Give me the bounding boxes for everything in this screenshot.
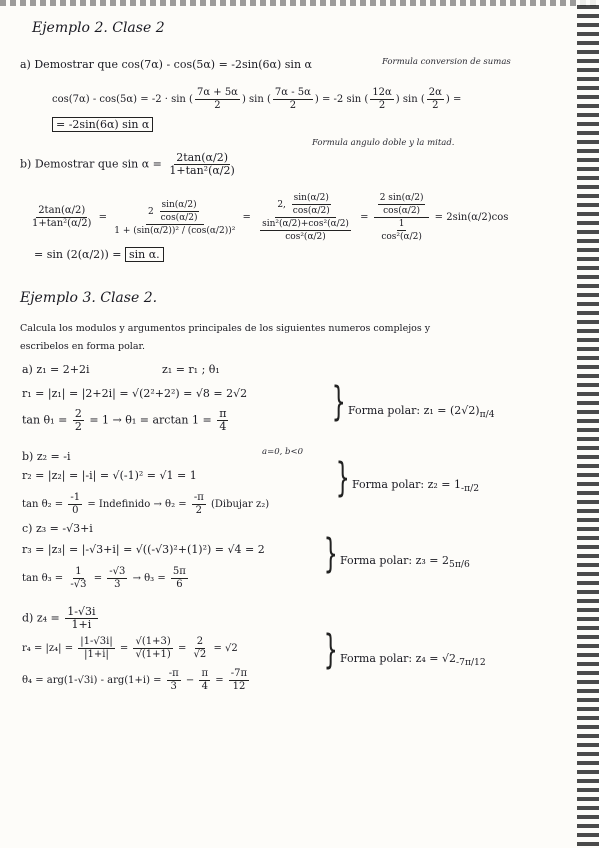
boxed-result: sin α. <box>125 247 164 262</box>
head-text: d) z₄ = <box>22 611 60 625</box>
frac-den: cos²(α/2) <box>381 232 422 242</box>
fraction <box>65 606 97 631</box>
polar-subscript: -π/2 <box>461 483 480 495</box>
fraction <box>217 408 228 433</box>
fraction <box>68 492 82 517</box>
brace: } <box>323 531 338 577</box>
frac-den: √2 <box>193 649 207 660</box>
equals: = <box>242 212 251 223</box>
brace: } <box>331 379 346 425</box>
frac-num: sin(α/2) <box>161 199 197 210</box>
example-3-title: Ejemplo 3. Clase 2. <box>20 290 158 306</box>
fraction <box>192 492 206 517</box>
coef: 2, <box>277 200 286 210</box>
ex3-a-polar <box>348 404 495 421</box>
ex3-a-argument <box>22 408 230 433</box>
frac-den: 6 <box>176 579 183 590</box>
fraction <box>229 668 249 693</box>
example-3-intro-line1: Calcula los modulos y argumentos principales de los siguientes numeros complejos y <box>20 323 431 334</box>
ex3-b-head: b) z₂ = -i <box>22 450 71 463</box>
equals: = <box>119 643 129 654</box>
frac-num: -π <box>193 492 204 503</box>
frac-num: -1 <box>70 492 81 503</box>
tan-result: = Indefinido → θ₂ = <box>87 499 187 510</box>
frac-num: 2 <box>196 636 204 647</box>
part-a-note: Formula conversion de sumas <box>382 57 511 67</box>
theta-text: θ₄ = arg(1-√3i) - arg(1+i) = <box>22 675 162 686</box>
fraction <box>273 87 313 112</box>
ex3-d-argument: θ₄ = arg(1-√3i) - arg(1+i) = $\frac{-\pi}{3}$ − $\frac{\pi}{4}$ = $\frac{-7\pi}{12}$ <box>22 668 248 692</box>
frac-num <box>374 192 430 218</box>
fraction <box>73 408 84 433</box>
fraction <box>107 566 127 591</box>
fraction <box>112 199 237 237</box>
spiral-binding <box>577 0 599 848</box>
frac-den: 2 <box>195 505 202 516</box>
polar-subscript: π/4 <box>479 409 495 421</box>
tan-result: → θ₃ = <box>132 573 166 584</box>
frac-den <box>256 218 355 243</box>
ex3-b-argument <box>22 492 269 517</box>
ex3-c-polar <box>340 554 470 571</box>
fraction <box>133 636 172 661</box>
frac-den: |1+i| <box>84 649 109 660</box>
ex3-a-head2: z₁ = r₁ ; θ₁ <box>162 363 220 376</box>
frac-num: -7π <box>230 668 248 679</box>
fraction <box>30 205 93 230</box>
fraction <box>171 566 188 591</box>
part-a-statement <box>20 58 312 71</box>
polar-form: Forma polar: z₂ = 1 <box>352 478 462 491</box>
polar-form: Forma polar: z₁ = (2√2) <box>348 404 480 417</box>
fraction <box>192 636 209 661</box>
brace: } <box>335 455 350 501</box>
ex3-c-argument <box>22 566 190 591</box>
frac-den: 2 <box>378 100 386 111</box>
fraction <box>374 192 430 243</box>
ex3-a-head: a) z₁ = 2+2i <box>22 363 90 376</box>
deriv-text: cos(7α) - cos(5α) = -2 · sin <box>52 94 186 105</box>
frac-num: 12α <box>372 87 392 98</box>
fraction <box>199 668 210 693</box>
frac-num: -√3 <box>109 566 126 577</box>
deriv-text: = -2 sin <box>321 94 362 105</box>
part-a-text: Demostrar que cos(7α) - cos(5α) = -2sin(6α) sin α <box>34 58 312 71</box>
mod-label: r₄ = |z₄| = <box>22 643 74 654</box>
deriv-text: sin <box>249 94 264 105</box>
ex3-b-modulus: r₂ = |z₂| = |-i| = √(-1)² = √1 = 1 <box>22 469 197 482</box>
frac-num: sin²(α/2)+cos²(α/2) <box>262 219 349 229</box>
part-b-final <box>34 248 164 261</box>
part-a-label: a) <box>20 58 31 71</box>
polar-form: Forma polar: z₄ = √2 <box>340 652 457 665</box>
polar-form: Forma polar: z₃ = 2 <box>340 554 450 567</box>
frac-num: |1-√3i| <box>80 636 113 647</box>
equals: = <box>98 212 108 223</box>
brace: } <box>323 627 338 673</box>
frac-den: 1+i <box>71 618 92 631</box>
deriv-text: sin <box>402 94 418 105</box>
frac-num: 2 <box>74 407 82 420</box>
coef: 2 <box>148 206 154 217</box>
deriv-text: = <box>452 94 462 105</box>
frac-den: 0 <box>72 505 79 516</box>
frac-num: sin(α/2) <box>293 193 329 203</box>
frac-den: 4 <box>219 420 227 433</box>
frac-num: π <box>201 668 209 679</box>
frac-num: 5π <box>172 566 186 577</box>
frac-num: 2tan(α/2) <box>38 205 86 216</box>
frac-num: 2 sin(α/2) <box>379 193 424 203</box>
polar-subscript: -7π/12 <box>456 657 486 669</box>
tan-result: = 1 → θ₁ = arctan 1 = <box>89 413 212 427</box>
frac-den <box>375 218 428 243</box>
ex3-d-head <box>22 606 100 631</box>
fraction <box>256 192 355 243</box>
ex3-b-polar <box>352 478 479 495</box>
frac-num <box>146 199 204 225</box>
frac-num: 2tan(α/2) <box>176 151 228 164</box>
frac-den: 3 <box>170 681 177 692</box>
frac-den: cos(α/2) <box>160 212 198 223</box>
frac-den: 1 + (sin(α/2))² / (cos(α/2))² <box>114 225 236 236</box>
frac-num: 1-√3i <box>67 605 96 618</box>
fraction <box>167 668 181 693</box>
frac-den: 12 <box>232 681 246 692</box>
fraction <box>167 152 236 177</box>
tan-label: tan θ₃ = <box>22 573 64 584</box>
fraction <box>370 87 393 112</box>
frac-num: -π <box>168 668 179 679</box>
frac-den: 2 <box>289 100 297 111</box>
deriv-text: = 2sin(α/2)cos <box>434 212 509 223</box>
fraction <box>427 87 444 112</box>
polar-subscript: 5π/6 <box>449 559 470 571</box>
frac-den: 1+tan²(α/2) <box>169 164 235 177</box>
frac-num: 7α - 5α <box>274 87 311 98</box>
frac-den: cos²(α/2) <box>285 232 326 242</box>
fraction <box>291 192 332 217</box>
frac-den: 2 <box>432 100 439 111</box>
frac-den: 2 <box>214 100 221 111</box>
ex3-c-head: c) z₃ = -√3+i <box>22 522 93 535</box>
part-b-derivation <box>28 192 508 243</box>
mod-result: = √2 <box>213 643 238 654</box>
part-b-text: Demostrar que sin α = <box>34 157 162 171</box>
frac-num: 2α <box>428 87 442 98</box>
frac-den: cos(α/2) <box>292 206 330 216</box>
frac-num: √(1+3) <box>135 636 171 647</box>
part-b-statement <box>20 152 239 177</box>
tan-label: tan θ₁ = <box>22 413 68 427</box>
draw-note: (Dibujar z₂) <box>210 499 270 510</box>
ex3-b-sketch-note: a=0, b<0 <box>262 447 303 457</box>
fraction <box>78 636 114 661</box>
example-3-intro-line2: escribelos en forma polar. <box>20 341 146 352</box>
equals: = <box>177 643 187 654</box>
part-b-label: b) <box>20 157 32 171</box>
fraction <box>260 218 351 243</box>
fraction <box>378 192 426 217</box>
fraction <box>195 87 240 112</box>
final-text: = sin (2(α/2)) = <box>34 248 122 261</box>
part-a-result <box>52 118 153 131</box>
frac-den: -√3 <box>70 579 87 590</box>
ex3-d-modulus <box>22 636 238 661</box>
frac-num: π <box>219 407 227 420</box>
boxed-result: = -2sin(6α) sin α <box>52 117 153 132</box>
torn-edge <box>0 0 599 6</box>
tan-label: tan θ₂ = <box>22 499 64 510</box>
ex3-c-modulus: r₃ = |z₃| = |-√3+i| = √((-√3)²+(1)²) = √4 = 2 <box>22 543 265 556</box>
frac-num: 7α + 5α <box>196 87 238 98</box>
ex3-a-modulus: r₁ = |z₁| = |2+2i| = √(2²+2²) = √8 = 2√2 <box>22 387 248 400</box>
frac-num <box>275 192 335 218</box>
frac-den: √(1+1) <box>135 649 171 660</box>
frac-den: 1+tan²(α/2) <box>32 218 92 229</box>
frac-den: 2 <box>74 420 82 433</box>
example-2-title: Ejemplo 2. Clase 2 <box>32 20 165 36</box>
equals: = <box>360 212 369 223</box>
frac-num: 1 <box>75 566 82 577</box>
fraction <box>68 566 88 591</box>
part-b-note: Formula angulo doble y la mitad. <box>312 138 455 148</box>
frac-den: 4 <box>201 681 208 692</box>
frac-den: cos(α/2) <box>383 206 421 216</box>
part-a-derivation: cos(7α) - cos(5α) = -2 · sin ( $\frac{7\alpha + 5\alpha}{2}$ ) sin ( $\frac{7\alpha - 5\alpha}{2}$ ) = -2 sin ( $\frac{12\alpha}{2}$ ) sin ( $\frac{2\alpha}{2}$ ) = <box>52 87 462 111</box>
fraction <box>379 218 424 243</box>
frac-num: 1 <box>398 219 405 229</box>
ex3-d-polar <box>340 652 486 669</box>
equals: = <box>93 573 103 584</box>
fraction <box>159 199 200 224</box>
frac-den: 3 <box>114 579 121 590</box>
